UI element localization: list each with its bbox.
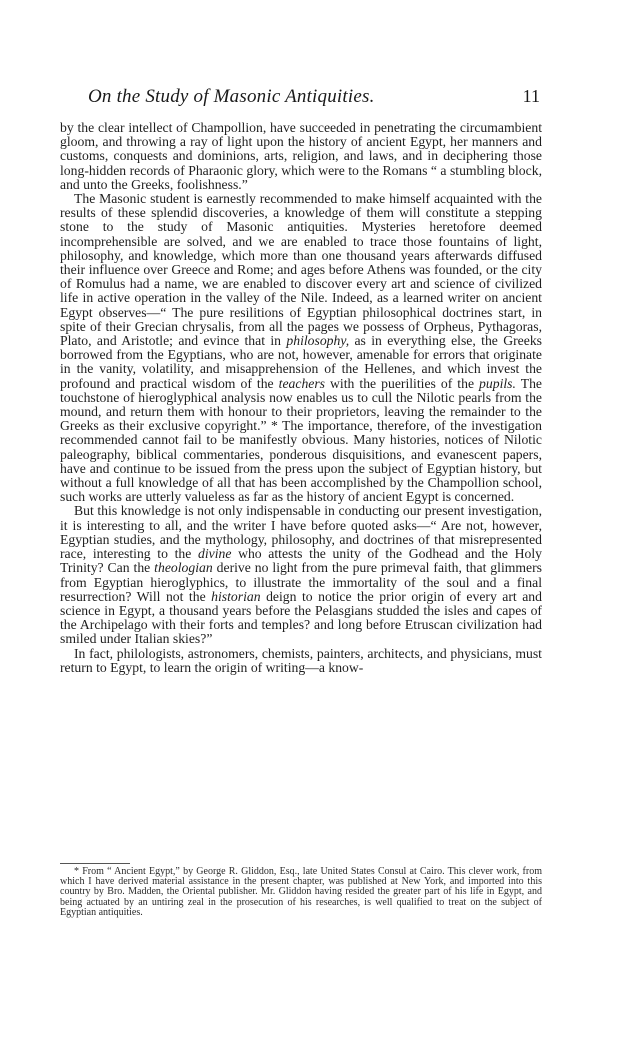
main-text	[60, 121, 542, 675]
paragraph-2: The Masonic student is earnestly recommended to make himself acquainted with the results of these splendid discoveries, a knowledge of them will constitute a stepping stone to the study of Masonic antiquities. Mysteries heretofore deemed incomprehensible are solved, and we are enabled to trace those fountains of light, philosophy, and knowledge, which more than one thousand years afterwards diffused their influence over Greece and Rome; and ages before Athens was founded, or the city of Romulus had a name, we are enabled to discover every art and science of civilized life in active operation in the valley of the Nile. Indeed, as a learned writer on ancient Egypt observes—“ The pure resilitions of Egyptian philosophical doctrines start, in spite of their Grecian chrysalis, from all the pages we possess of Orpheus, Pythagoras, Plato, and Aristotle; and evince that in philosophy, as in everything else, the Greeks borrowed from the Egyptians, who are not, however, amenable for errors that originate in the vanity, volatility, and misapprehension of the Hellenes, and which invest the profound and practical wisdom of the teachers with the puerilities of the pupils. The touchstone of hieroglyphical analysis now enables us to cull the Nilotic pearls from the mound, and return them with honour to their proprietors, leaving the remainder to the Greeks as their exclusive copyright.” * The importance, therefore, of the investigation recommended cannot fail to be manifestly obvious. Many histories, notices of Nilotic paleography, biblical commentaries, ponderous disquisitions, and evanescent papers, have and continue to be issued from the press upon the subject of Egyptian history, but without a full knowledge of all that has been accomplished by the Champollion school, such works are utterly valueless as far as the history of ancient Egypt is concerned.	[60, 191, 542, 505]
paragraph-3: But this knowledge is not only indispensable in conducting our present investigation, it is interesting to all, and the writer I have before quoted asks—“ Are not, however, Egyptian studies, and the mythology, philosophy, and doctrines of that misrepresented race, interesting to the divine who attests the unity of the Godhead and the Holy Trinity? Can the theologian derive no light from the pure primeval faith, that glimmers from Egyptian hieroglyphics, to illustrate the immortality of the soul and a final resurrection? Will not the historian deign to notice the prior origin of every art and science in Egypt, a thousand years before the Pelasgians studded the isles and capes of the Archipelago with their forts and temples? and long before Etruscan civilization had smiled under Italian skies?”	[60, 503, 542, 647]
paragraph-1: by the clear intellect of Champollion, have succeeded in penetrating the circumambient gloom, and throwing a ray of light upon the history of ancient Egypt, her manners and customs, conquests and dominions, arts, religion, and laws, and in deciphering those long-hidden records of Pharaonic glory, which were to the Romans “ a stumbling block, and unto the Greeks, foolishness.”	[60, 120, 542, 192]
footnote	[60, 867, 542, 918]
footnote-divider	[60, 863, 130, 864]
running-title: On the Study of Masonic Antiquities.	[88, 86, 375, 107]
page-number: 11	[522, 86, 540, 106]
emphasis-historian: historian	[211, 588, 261, 604]
emphasis-divine: divine	[197, 546, 232, 562]
emphasis-pupils: pupils.	[479, 375, 516, 391]
emphasis-philosophy: philosophy,	[286, 333, 350, 349]
running-header	[88, 86, 540, 112]
paragraph-4: In fact, philologists, astronomers, chemists, painters, architects, and physicians, must return to Egypt, to learn the origin of writing—a know-	[60, 645, 542, 675]
emphasis-teachers: teachers	[278, 375, 326, 391]
emphasis-theologian: theologian	[154, 560, 213, 576]
footnote-text: * From “ Ancient Egypt,” by George R. Gliddon, Esq., late United States Consul at Cairo. This clever work, from which I have derived material assistance in the present chapter, was published at New York, and imported into this country by Bro. Madden, the Oriental publisher. Mr. Gliddon having resided the greater part of his life in Egypt, and being actuated by an untiring zeal in the prosecution of his researches, is well qualified to treat on the subject of Egyptian antiquities.	[60, 866, 542, 918]
